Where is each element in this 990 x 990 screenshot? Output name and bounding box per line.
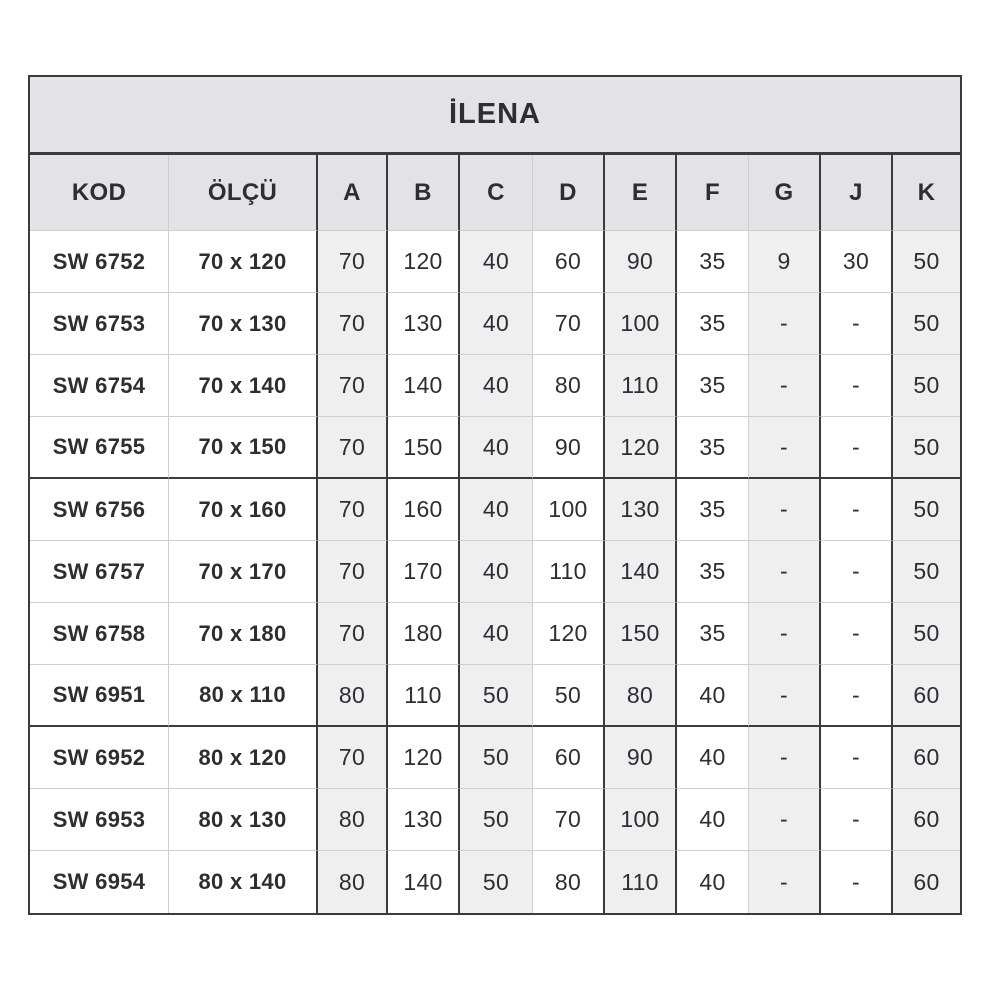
olcu-cell: 80 x 110 (169, 665, 318, 727)
data-cell: 35 (677, 479, 749, 541)
data-cell: 120 (533, 603, 605, 665)
data-cell: 35 (677, 541, 749, 603)
data-cell: 35 (677, 231, 749, 293)
data-cell: 35 (677, 603, 749, 665)
data-cell: 35 (677, 293, 749, 355)
data-cell: 60 (893, 789, 960, 851)
olcu-cell: 70 x 140 (169, 355, 318, 417)
table-title: İLENA (30, 77, 960, 155)
data-cell: 60 (893, 727, 960, 789)
kod-cell: SW 6755 (30, 417, 169, 479)
data-cell: 50 (893, 355, 960, 417)
data-cell: 130 (388, 293, 460, 355)
data-cell: 50 (533, 665, 605, 727)
column-header-d: D (533, 155, 605, 231)
data-cell: 60 (893, 851, 960, 913)
data-cell: - (821, 479, 893, 541)
data-cell: - (749, 789, 821, 851)
data-cell: 40 (677, 789, 749, 851)
data-cell: - (749, 541, 821, 603)
data-cell: 170 (388, 541, 460, 603)
data-cell: 40 (677, 727, 749, 789)
data-cell: - (821, 293, 893, 355)
data-cell: 40 (460, 231, 533, 293)
data-cell: - (749, 727, 821, 789)
data-cell: 110 (605, 355, 677, 417)
column-header-c: C (460, 155, 533, 231)
data-cell: 80 (318, 789, 388, 851)
data-cell: 40 (677, 851, 749, 913)
data-cell: 90 (605, 231, 677, 293)
data-cell: 70 (533, 789, 605, 851)
kod-cell: SW 6756 (30, 479, 169, 541)
data-cell: 35 (677, 417, 749, 479)
data-cell: 60 (533, 727, 605, 789)
data-cell: 40 (460, 603, 533, 665)
column-header-k: K (893, 155, 960, 231)
data-cell: 90 (605, 727, 677, 789)
data-cell: 50 (893, 417, 960, 479)
column-header-a: A (318, 155, 388, 231)
column-header-ölçü: ÖLÇÜ (169, 155, 318, 231)
data-cell: 90 (533, 417, 605, 479)
data-cell: 120 (388, 231, 460, 293)
data-cell: 110 (533, 541, 605, 603)
data-cell: 80 (533, 355, 605, 417)
data-cell: 50 (460, 789, 533, 851)
data-cell: 40 (460, 293, 533, 355)
olcu-cell: 70 x 160 (169, 479, 318, 541)
data-cell: 50 (893, 479, 960, 541)
data-cell: 50 (893, 541, 960, 603)
data-cell: 9 (749, 231, 821, 293)
data-cell: 40 (460, 355, 533, 417)
column-header-b: B (388, 155, 460, 231)
kod-cell: SW 6752 (30, 231, 169, 293)
column-header-e: E (605, 155, 677, 231)
data-cell: 80 (605, 665, 677, 727)
data-cell: - (821, 727, 893, 789)
data-cell: 70 (318, 541, 388, 603)
data-cell: 80 (533, 851, 605, 913)
data-cell: 120 (605, 417, 677, 479)
data-cell: 50 (460, 851, 533, 913)
kod-cell: SW 6951 (30, 665, 169, 727)
data-cell: - (749, 665, 821, 727)
data-cell: 40 (677, 665, 749, 727)
data-cell: - (821, 603, 893, 665)
data-cell: 60 (893, 665, 960, 727)
data-cell: 70 (318, 293, 388, 355)
data-cell: 70 (318, 603, 388, 665)
data-cell: - (749, 355, 821, 417)
data-cell: 40 (460, 541, 533, 603)
olcu-cell: 70 x 180 (169, 603, 318, 665)
data-cell: - (821, 665, 893, 727)
data-cell: - (749, 293, 821, 355)
data-cell: 150 (388, 417, 460, 479)
data-cell: - (821, 851, 893, 913)
data-cell: - (821, 417, 893, 479)
table-grid (30, 155, 960, 913)
data-cell: 140 (388, 355, 460, 417)
data-cell: 60 (533, 231, 605, 293)
data-cell: 110 (388, 665, 460, 727)
data-cell: 130 (388, 789, 460, 851)
data-cell: 35 (677, 355, 749, 417)
data-cell: 70 (318, 479, 388, 541)
kod-cell: SW 6753 (30, 293, 169, 355)
olcu-cell: 70 x 150 (169, 417, 318, 479)
data-cell: - (749, 603, 821, 665)
column-header-g: G (749, 155, 821, 231)
data-cell: - (749, 851, 821, 913)
olcu-cell: 80 x 120 (169, 727, 318, 789)
data-cell: 50 (893, 231, 960, 293)
data-cell: - (821, 541, 893, 603)
data-cell: 120 (388, 727, 460, 789)
olcu-cell: 70 x 120 (169, 231, 318, 293)
data-cell: 80 (318, 665, 388, 727)
olcu-cell: 70 x 170 (169, 541, 318, 603)
kod-cell: SW 6758 (30, 603, 169, 665)
data-cell: 140 (388, 851, 460, 913)
data-cell: 70 (318, 417, 388, 479)
data-cell: 50 (460, 727, 533, 789)
column-header-j: J (821, 155, 893, 231)
kod-cell: SW 6953 (30, 789, 169, 851)
data-cell: - (749, 417, 821, 479)
data-cell: 160 (388, 479, 460, 541)
data-cell: 40 (460, 417, 533, 479)
data-cell: 150 (605, 603, 677, 665)
data-cell: 100 (605, 789, 677, 851)
data-cell: 50 (893, 603, 960, 665)
kod-cell: SW 6754 (30, 355, 169, 417)
data-cell: 40 (460, 479, 533, 541)
data-cell: 70 (318, 727, 388, 789)
olcu-cell: 80 x 140 (169, 851, 318, 913)
data-cell: - (821, 355, 893, 417)
data-cell: 80 (318, 851, 388, 913)
data-cell: 70 (533, 293, 605, 355)
data-cell: 140 (605, 541, 677, 603)
data-cell: 100 (605, 293, 677, 355)
column-header-f: F (677, 155, 749, 231)
data-cell: 30 (821, 231, 893, 293)
product-spec-table (28, 75, 962, 915)
column-header-kod: KOD (30, 155, 169, 231)
olcu-cell: 70 x 130 (169, 293, 318, 355)
kod-cell: SW 6954 (30, 851, 169, 913)
data-cell: - (821, 789, 893, 851)
kod-cell: SW 6757 (30, 541, 169, 603)
data-cell: 100 (533, 479, 605, 541)
data-cell: 180 (388, 603, 460, 665)
kod-cell: SW 6952 (30, 727, 169, 789)
data-cell: 70 (318, 231, 388, 293)
data-cell: 50 (893, 293, 960, 355)
data-cell: 50 (460, 665, 533, 727)
data-cell: 130 (605, 479, 677, 541)
olcu-cell: 80 x 130 (169, 789, 318, 851)
data-cell: - (749, 479, 821, 541)
data-cell: 110 (605, 851, 677, 913)
data-cell: 70 (318, 355, 388, 417)
